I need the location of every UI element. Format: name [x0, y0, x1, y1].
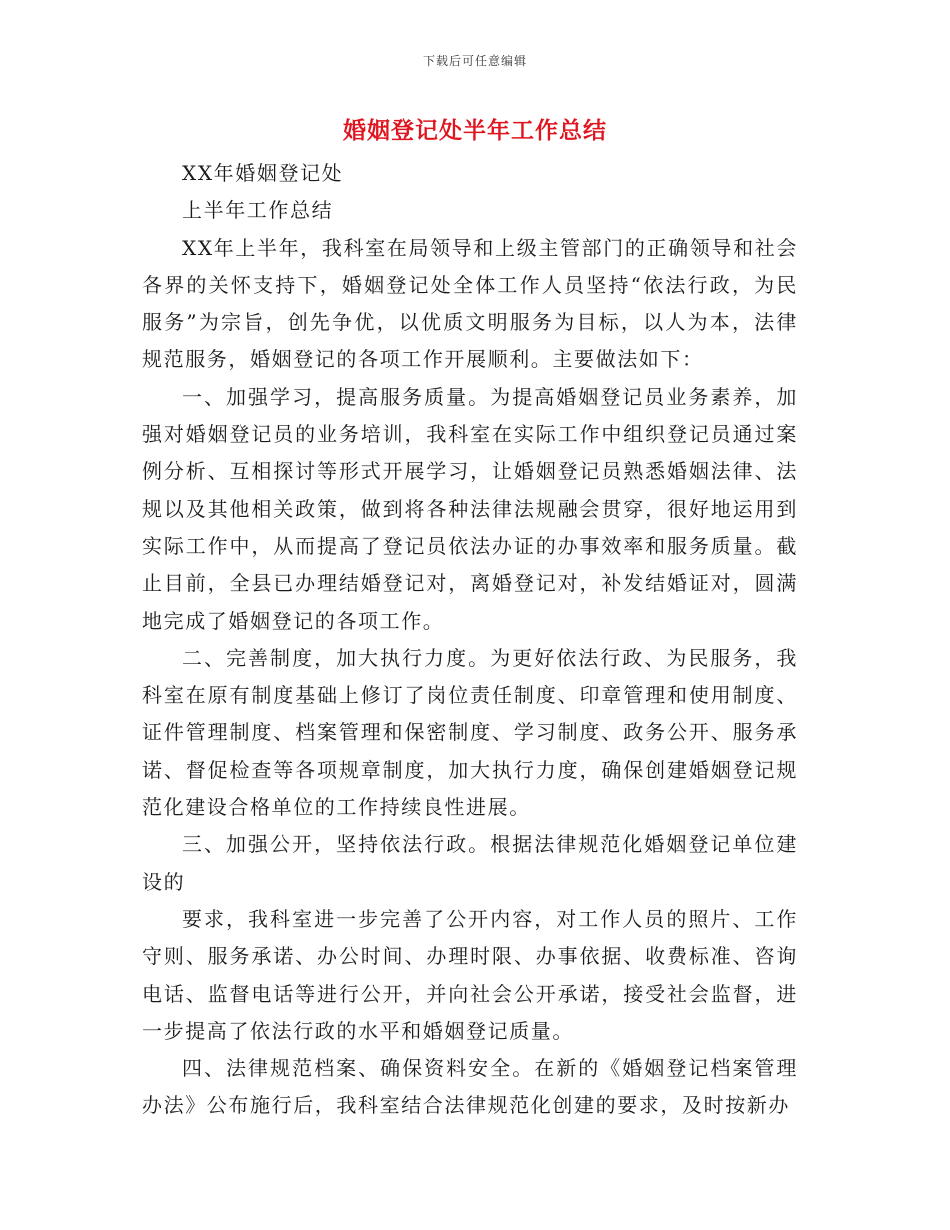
paragraph-intro: XX年上半年，我科室在局领导和上级主管部门的正确领导和社会各界的关怀支持下，婚姻登记处全体工作人员坚持“依法行政，为民服务”为宗旨，创先争优，以优质文明服务为目标，以人为本，法律规范服务，婚姻登记的各项工作开展顺利。主要做法如下：	[142, 235, 798, 372]
paragraph-section-1: 一、加强学习，提高服务质量。为提高婚姻登记员业务素养，加强对婚姻登记员的业务培训，我科室在实际工作中组织登记员通过案例分析、互相探讨等形式开展学习，让婚姻登记员熟悉婚姻法律、法规以及其他相关政策，做到将各种法律法规融会贯穿，很好地运用到实际工作中，从而提高了登记员依法办证的办事效率和服务质量。截止目前，全县已办理结婚登记对，离婚登记对，补发结婚证对，圆满地完成了婚姻登记的各项工作。	[142, 384, 798, 633]
paragraph-section-3: 三、加强公开，坚持依法行政。根据法律规范化婚姻登记单位建设的	[142, 832, 798, 894]
paragraph-section-3-continued: 要求，我科室进一步完善了公开内容，对工作人员的照片、工作守则、服务承诺、办公时间、办理时限、办事依据、收费标准、咨询电话、监督电话等进行公开，并向社会公开承诺，接受社会监督，进一步提高了依法行政的水平和婚姻登记质量。	[142, 906, 798, 1043]
page-header-note: 下载后可任意编辑	[422, 54, 527, 68]
document-title: 婚姻登记处半年工作总结	[343, 117, 607, 144]
document-body	[142, 155, 798, 1125]
paragraph-section-2: 二、完善制度，加大执行力度。为更好依法行政、为民服务，我科室在原有制度基础上修订了岗位责任制度、印章管理和使用制度、证件管理制度、档案管理和保密制度、学习制度、政务公开、服务承诺、督促检查等各项规章制度，加大执行力度，确保创建婚姻登记规范化建设合格单位的工作持续良性进展。	[142, 645, 798, 820]
paragraph-section-4: 四、法律规范档案、确保资料安全。在新的《婚姻登记档案管理办法》公布施行后，我科室结合法律规范化创建的要求，及时按新办	[142, 1056, 798, 1118]
paragraph-heading-2: 上半年工作总结	[182, 198, 334, 223]
paragraph-heading-1: XX年婚姻登记处	[182, 161, 344, 185]
